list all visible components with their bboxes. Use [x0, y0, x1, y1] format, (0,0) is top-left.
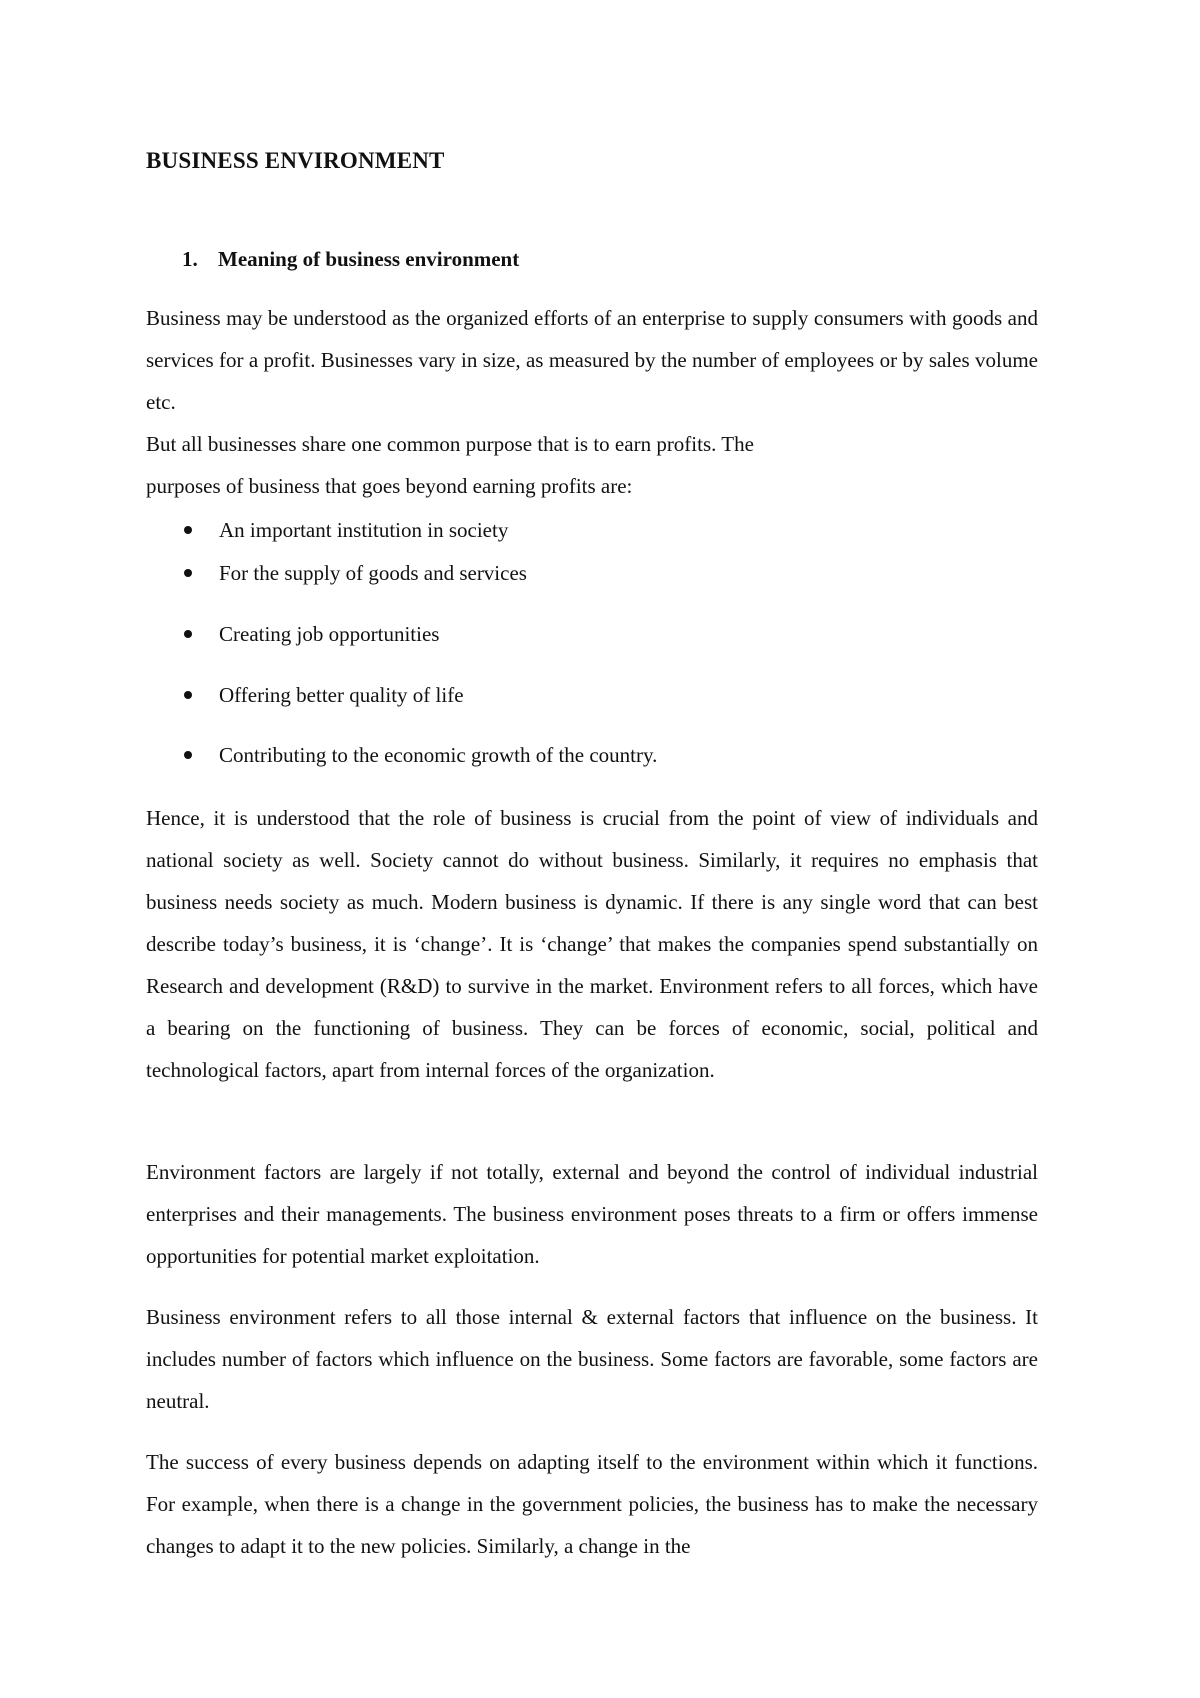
bullet-text: For the supply of goods and services	[219, 561, 527, 585]
section-number: 1.	[182, 247, 198, 271]
intro-paragraph: Business may be understood as the organized efforts of an enterprise to supply consumers with goods and services for a profit. Businesses vary in size, as measured by the number of employees or by sales volume etc.	[146, 306, 1038, 414]
bullet-icon	[184, 630, 192, 638]
section-heading-text: Meaning of business environment	[218, 247, 520, 271]
bullet-icon	[184, 751, 192, 759]
success-paragraph: The success of every business depends on adapting itself to the environment within which it functions. For example, when there is a change in the government policies, the business has to make the necessary changes to adapt it to the new policies. Similarly, a change in the	[146, 1450, 1038, 1558]
environment-factors-paragraph: Environment factors are largely if not totally, external and beyond the control of individual industrial enterprises and their managements. The business environment poses threats to a firm or offers immense opportunities for potential market exploitation.	[146, 1160, 1038, 1268]
bullet-text: An important institution in society	[219, 518, 509, 542]
purpose-line-2: purposes of business that goes beyond earning profits are:	[146, 474, 633, 498]
bullet-icon	[184, 691, 192, 699]
document-title: BUSINESS ENVIRONMENT	[146, 148, 445, 173]
bullet-text: Offering better quality of life	[219, 683, 464, 707]
hence-paragraph: Hence, it is understood that the role of business is crucial from the point of view of individuals and national society as well. Society cannot do without business. Similarly, it requires no emphasis that business needs society as much. Modern business is dynamic. If there is any single word that can best describe today’s business, it is ‘change’. It is ‘change’ that makes the companies spend substantially on Research and development (R&D) to survive in the market. Environment refers to all forces, which have a bearing on the functioning of business. They can be forces of economic, social, political and technological factors, apart from internal forces of the organization.	[146, 806, 1038, 1082]
bullet-icon	[184, 569, 192, 577]
section-heading	[182, 247, 519, 272]
purpose-line-1: But all businesses share one common purpose that is to earn profits. The	[146, 432, 754, 456]
bullet-text: Creating job opportunities	[219, 622, 440, 646]
business-environment-paragraph: Business environment refers to all those internal & external factors that influence on the business. It includes number of factors which influence on the business. Some factors are favorable, some factors are neutral.	[146, 1305, 1038, 1413]
bullet-icon	[184, 526, 192, 534]
bullet-text: Contributing to the economic growth of the country.	[219, 743, 658, 767]
